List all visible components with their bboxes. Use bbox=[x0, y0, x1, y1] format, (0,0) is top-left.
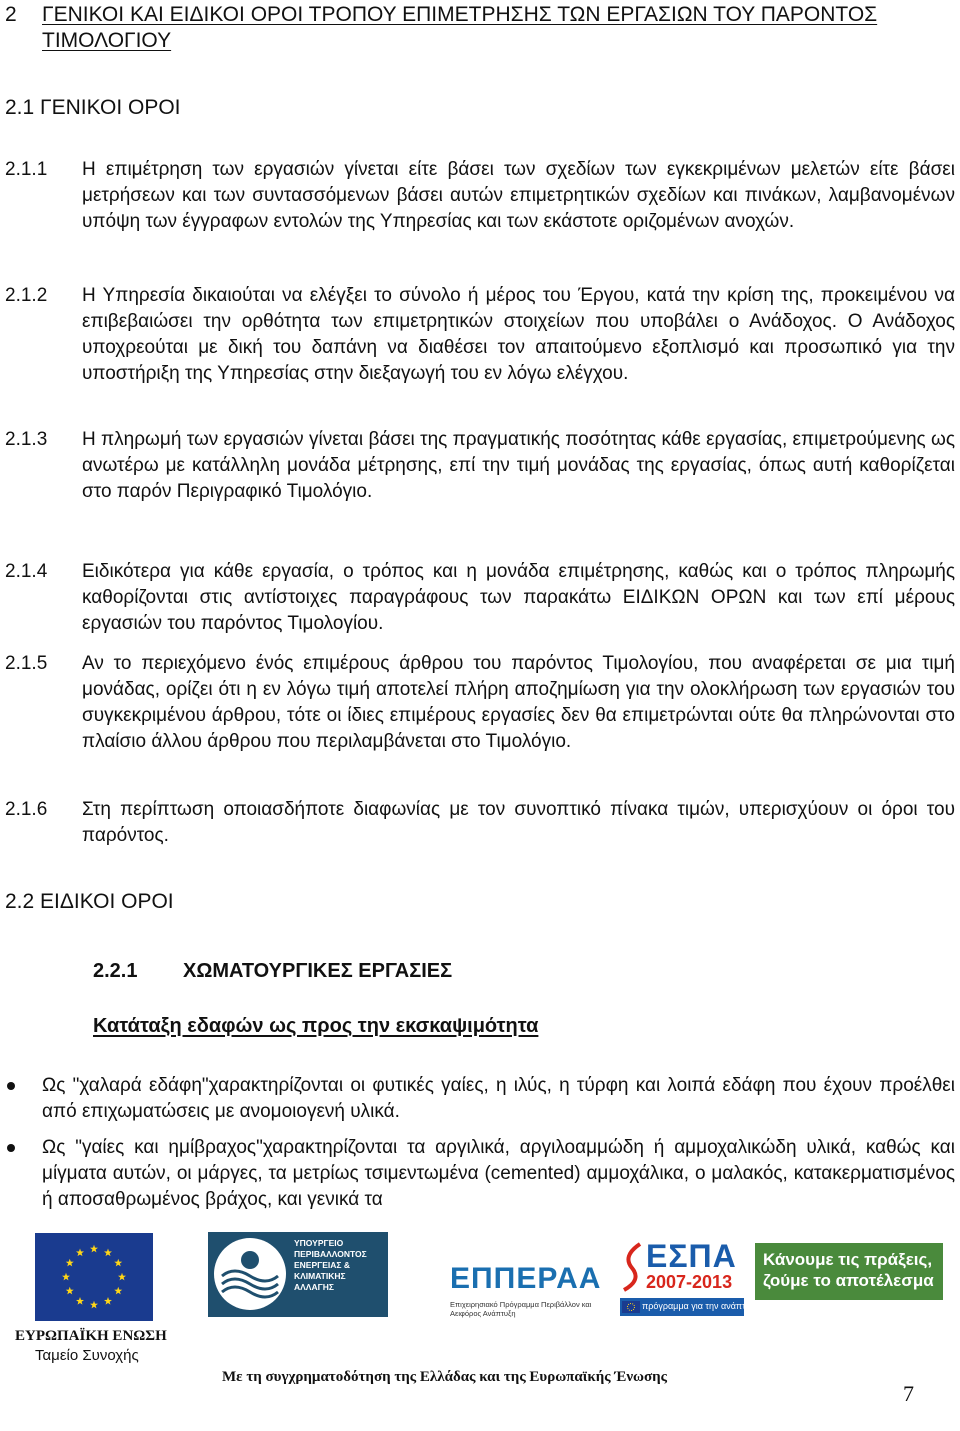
list-item bbox=[0, 1073, 955, 1125]
eu-title: ΕΥΡΩΠΑΪΚΗ ΕΝΩΣΗ bbox=[15, 1328, 167, 1344]
ministry-line: ΥΠΟΥΡΓΕΙΟ bbox=[294, 1238, 344, 1248]
list-item-text: Ως "γαίες και ημίβραχος"χαρακτηρίζονται τα αργιλικά, αργιλοαμμώδη ή αμμοχαλικώδη υλικά, καθώς και μίγματα αυτών, οι μάργες, τα μετρίως τσιμεντωμένα (cemented) αμμοχάλικα, ο μαλακός, κατακερματισμένος ή αποσαθρωμένος βράχος, και γενικά τα bbox=[42, 1137, 955, 1210]
section-title: ΓΕΝΙΚΟΙ ΚΑΙ ΕΙΔΙΚΟΙ ΟΡΟΙ ΤΡΟΠΟΥ ΕΠΙΜΕΤΡΗΣΗΣ ΤΩΝ ΕΡΓΑΣΙΩΝ ΤΟΥ ΠΑΡΟΝΤΟΣ ΤΙΜΟΛΟΓΙΟΥ bbox=[42, 3, 878, 52]
paragraph-number: 2.1.1 bbox=[5, 159, 48, 180]
paragraph-text: Στη περίπτωση οποιασδήποτε διαφωνίας με τον συνοπτικό πίνακα τιμών, υπερισχύουν οι όροι του παρόντος. bbox=[82, 799, 955, 846]
eu-logo bbox=[10, 1233, 180, 1368]
paragraph-2-1-3 bbox=[5, 427, 955, 505]
paragraph-2-1-6 bbox=[5, 797, 955, 849]
specific-terms-number: 2.2 bbox=[5, 890, 35, 913]
general-terms-title: ΓΕΝΙΚΟΙ ΟΡΟΙ bbox=[40, 96, 181, 119]
paragraph-text: Αν το περιεχόμενο ένός επιμέρους άρθρου του παρόντος Τιμολογίου, που αναφέρεται σε μια τιμή μονάδας, ορίζει ότι η εν λόγω τιμή αποτελεί πλήρη αποζημίωση για την ολοκλήρωση των εργασιών του συγκεκριμένου άρθρου, τότε οι ίδιες επιμέρους εργασίες δεν θα επιμετρώνται ούτε θα πληρώνονται στο πλαίσιο άλλου άρθρου που περιλαμβάνεται στο Τιμολόγιο. bbox=[82, 653, 955, 752]
epperaa-logo bbox=[450, 1262, 615, 1322]
paragraph-text: Η Υπηρεσία δικαιούται να ελέγξει το σύνολο ή μέρος του Έργου, κατά την κρίση της, προκειμένου να επιβεβαιώσει την ορθότητα των επιμετρητικών στοιχείων που υποβάλει ο Ανάδοχος. Ο Ανάδοχος υποχρεούται με δική του δαπάνη να διαθέσει τον απαιτούμενο εξοπλισμό και προσωπικό για την υποστήριξη της Υπηρεσίας στην διεξαγωγή του εν λόγω ελέγχου. bbox=[82, 285, 955, 384]
espa-name: ΕΣΠΑ bbox=[646, 1238, 737, 1274]
ministry-emblem-icon bbox=[214, 1238, 286, 1310]
paragraph-2-1-2 bbox=[5, 283, 955, 387]
classification-title: Κατάταξη εδαφών ως προς την εκσκαψιμότητα bbox=[93, 1015, 539, 1037]
list-item bbox=[0, 1135, 955, 1213]
cofunding-notice: Με τη συγχρηματοδότηση της Ελλάδας και της Ευρωπαϊκής Ένωσης bbox=[222, 1369, 668, 1385]
epperaa-subtitle: Επιχειρησιακό Πρόγραμμα Περιβάλλον και Αειφόρος Ανάπτυξη bbox=[450, 1300, 592, 1318]
paragraph-text: Η επιμέτρηση των εργασιών γίνεται είτε βάσει των σχεδίων των εγκεκριμένων μελετών είτε βάσει μετρήσεων και των συντασσόμενων βάσει αυτών επιμετρητικών σχεδίων και πινάκων, λαμβανομένων υπόψη των έγγραφων εντολών της Υπηρεσίας και των εκάστοτε οριζομένων ανοχών. bbox=[82, 159, 955, 232]
paragraph-number: 2.1.4 bbox=[5, 561, 48, 582]
ministry-name bbox=[294, 1238, 386, 1293]
slogan-text: Κάνουμε τις πράξεις, ζούμε το αποτέλεσμα bbox=[763, 1250, 934, 1290]
paragraph-text: Η πληρωμή των εργασιών γίνεται βάσει της πραγματικής ποσότητας κάθε εργασίας, επιμετρούμενης ως ανωτέρω με κατάλληλη μονάδα μέτρησης, επί την τιμή μονάδας της εργασίας, όπως αυτή καθορίζεται στο παρόν Περιγραφικό Τιμολόγιο. bbox=[82, 429, 955, 502]
eu-flag-icon bbox=[35, 1233, 153, 1321]
ministry-line: ΑΛΛΑΓΗΣ bbox=[294, 1282, 334, 1292]
list-item-text: Ως "χαλαρά εδάφη"χαρακτηρίζονται οι φυτικές γαίες, η ιλύς, η τύρφη και λοιπά εδάφη που έχουν προέλθει από επιχωματώσεις με ανομοιογενή υλικά. bbox=[42, 1075, 955, 1122]
paragraph-2-1-5 bbox=[5, 651, 955, 755]
ministry-line: ΕΝΕΡΓΕΙΑΣ & bbox=[294, 1260, 351, 1270]
ministry-line: ΚΛΙΜΑΤΙΚΗΣ bbox=[294, 1271, 346, 1281]
general-terms-number: 2.1 bbox=[5, 96, 35, 119]
subsection-heading bbox=[93, 958, 452, 984]
paragraph-2-1-4 bbox=[5, 559, 955, 637]
epperaa-name: ΕΠΠΕΡΑΑ bbox=[450, 1262, 602, 1295]
section-heading bbox=[5, 2, 885, 54]
slogan-banner bbox=[755, 1243, 943, 1300]
page-number: 7 bbox=[903, 1381, 914, 1406]
bullet-icon bbox=[0, 1135, 42, 1213]
eu-subtitle: Ταμείο Συνοχής bbox=[35, 1347, 139, 1364]
paragraph-number: 2.1.2 bbox=[5, 285, 48, 306]
paragraph-number: 2.1.5 bbox=[5, 653, 48, 674]
eu-mini-flag-icon bbox=[622, 1301, 640, 1313]
espa-bar bbox=[620, 1298, 760, 1316]
specific-terms-title: ΕΙΔΙΚΟΙ ΟΡΟΙ bbox=[40, 890, 174, 913]
ministry-logo bbox=[208, 1232, 388, 1317]
subsection-title: ΧΩΜΑΤΟΥΡΓΙΚΕΣ ΕΡΓΑΣΙΕΣ bbox=[183, 960, 453, 982]
general-terms-heading bbox=[5, 95, 181, 121]
espa-bar-text: πρόγραμμα για την ανάπτυξη bbox=[642, 1301, 760, 1311]
bullet-icon bbox=[0, 1073, 42, 1125]
ministry-line: ΠΕΡΙΒΑΛΛΟΝΤΟΣ bbox=[294, 1249, 367, 1259]
paragraph-number: 2.1.3 bbox=[5, 429, 48, 450]
specific-terms-heading bbox=[5, 889, 174, 915]
paragraph-number: 2.1.6 bbox=[5, 799, 48, 820]
paragraph-text: Ειδικότερα για κάθε εργασία, ο τρόπος και η μονάδα επιμέτρησης, καθώς και ο τρόπος πληρωμής καθορίζονται στις αντίστοιχες παραγράφους των παρακάτω ΕΙΔΙΚΩΝ ΟΡΩΝ και των επί μέρους εργασιών του παρόντος Τιμολογίου. bbox=[82, 561, 955, 634]
paragraph-2-1-1 bbox=[5, 157, 955, 235]
section-number: 2 bbox=[5, 3, 17, 26]
espa-swirl-icon bbox=[620, 1242, 644, 1292]
espa-logo bbox=[620, 1238, 760, 1318]
espa-years: 2007-2013 bbox=[646, 1272, 733, 1292]
subsection-number: 2.2.1 bbox=[93, 960, 138, 982]
